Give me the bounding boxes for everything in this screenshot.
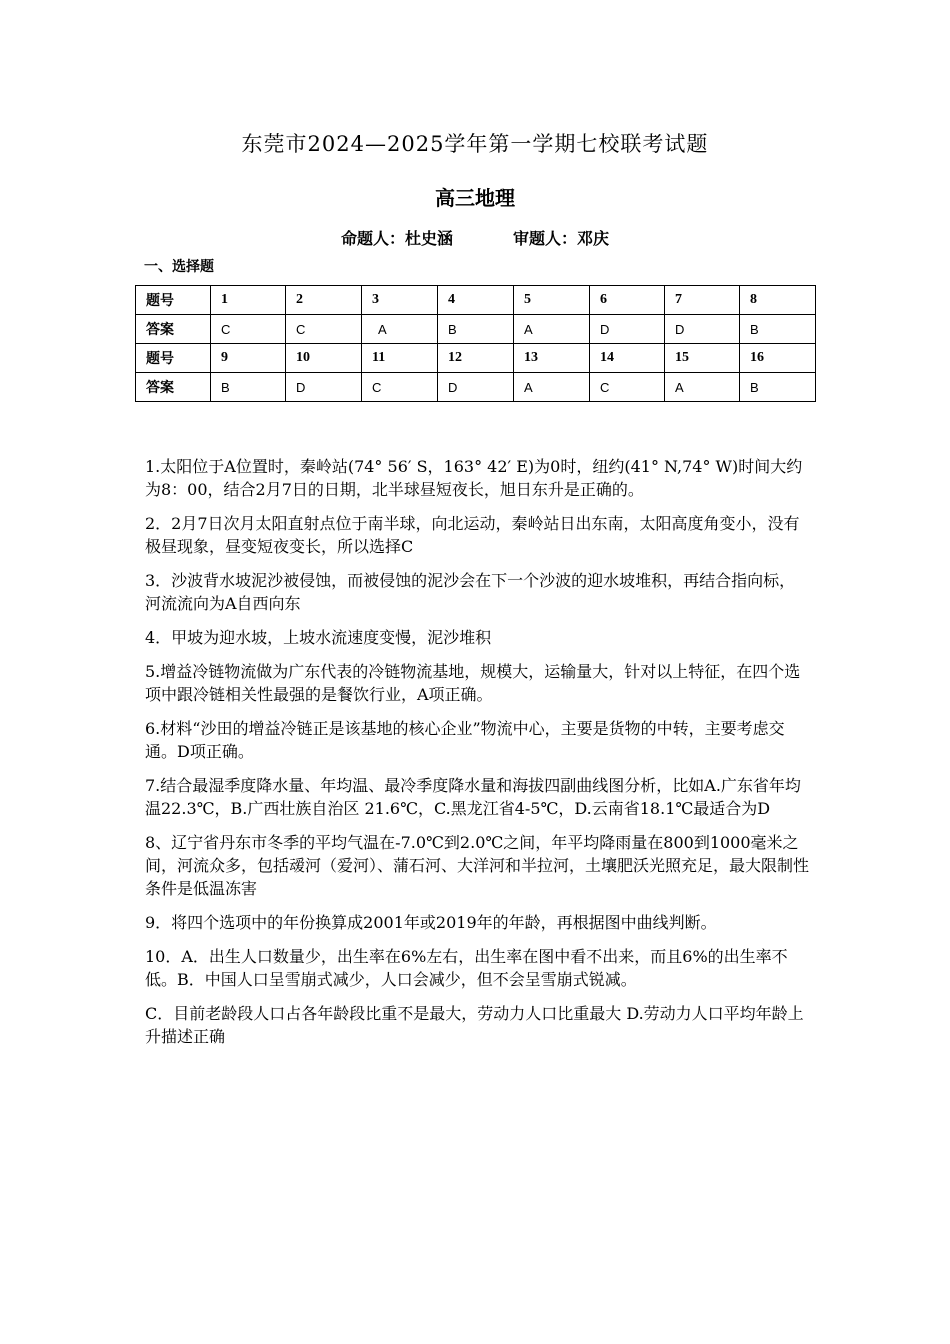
table-cell: 9 (211, 344, 286, 373)
table-cell: D (438, 373, 514, 402)
table-cell: D (665, 315, 740, 344)
table-row (136, 344, 816, 373)
table-row (136, 315, 816, 344)
explanation-paragraph: 10．A．出生人口数量少，出生率在6%左右，出生率在图中看不出来，而且6%的出生率不低。B．中国人口呈雪崩式减少，人口会减少，但不会呈雪崩式锐减。 (145, 947, 788, 989)
table-cell: 11 (362, 344, 438, 373)
table-cell-label: 答案 (136, 315, 211, 344)
section-title: 一、选择题 (144, 259, 214, 275)
answer-table (135, 285, 816, 402)
explanation-paragraph: 5.增益冷链物流做为广东代表的冷链物流基地，规模大，运输量大，针对以上特征，在四个选项中跟冷链相关性最强的是餐饮行业，A项正确。 (145, 662, 801, 704)
explanation-paragraph: 3．沙波背水坡泥沙被侵蚀，而被侵蚀的泥沙会在下一个沙波的迎水坡堆积，再结合指向标，河流流向为A自西向东 (145, 571, 796, 613)
table-cell-label: 题号 (136, 344, 211, 373)
explanation-paragraph: C．目前老龄段人口占各年龄段比重不是最大，劳动力人口比重最大 D.劳动力人口平均年龄上升描述正确 (145, 1004, 804, 1046)
table-cell: B (211, 373, 286, 402)
table-row (136, 286, 816, 315)
exam-title: 东莞市2024—2025学年第一学期七校联考试题 (241, 132, 709, 156)
table-row (136, 373, 816, 402)
explanation-paragraph: 1.太阳位于A位置时，秦岭站(74° 56′ S，163° 42′ E)为0时，纽约(41° N,74° W)时间大约为8：00，结合2月7日的日期，北半球昼短夜长，旭日东升是正确的。 (145, 457, 803, 499)
table-cell: 4 (438, 286, 514, 315)
explanation-paragraph: 9．将四个选项中的年份换算成2001年或2019年的年龄，再根据图中曲线判断。 (145, 913, 717, 932)
explanation-paragraph: 2．2月7日次月太阳直射点位于南半球，向北运动，秦岭站日出东南，太阳高度角变小，没有极昼现象，昼变短夜变长，所以选择C (145, 514, 800, 556)
table-cell: 14 (590, 344, 665, 373)
table-cell: 2 (286, 286, 362, 315)
table-cell: 10 (286, 344, 362, 373)
table-cell: C (590, 373, 665, 402)
table-cell: 3 (362, 286, 438, 315)
table-cell: 12 (438, 344, 514, 373)
table-cell: D (590, 315, 665, 344)
table-cell: B (740, 315, 816, 344)
table-cell: A (665, 373, 740, 402)
table-cell: 5 (514, 286, 590, 315)
table-cell: B (740, 373, 816, 402)
table-cell-label: 题号 (136, 286, 211, 315)
table-cell: 15 (665, 344, 740, 373)
reviewer-label: 审题人：邓庆 (513, 229, 610, 248)
exam-subject: 高三地理 (435, 186, 515, 210)
table-cell: 8 (740, 286, 816, 315)
table-cell: A (514, 315, 590, 344)
table-cell: 1 (211, 286, 286, 315)
explanations (145, 455, 810, 1059)
table-cell: D (286, 373, 362, 402)
table-cell: A (514, 373, 590, 402)
author-label: 命题人：杜史涵 (340, 229, 453, 248)
explanation-paragraph: 4．甲坡为迎水坡，上坡水流速度变慢，泥沙堆积 (145, 628, 492, 647)
explanation-paragraph: 8、辽宁省丹东市冬季的平均气温在-7.0℃到2.0℃之间，年平均降雨量在800到1000毫米之间，河流众多，包括叆河（爱河）、蒲石河、大洋河和半拉河，土壤肥沃光照充足，最大限制性条件是低温冻害 (145, 833, 810, 898)
table-cell: B (438, 315, 514, 344)
table-cell: 7 (665, 286, 740, 315)
table-cell-label: 答案 (136, 373, 211, 402)
exam-authors (0, 226, 950, 249)
explanation-paragraph: 7.结合最湿季度降水量、年均温、最冷季度降水量和海拔四副曲线图分析，比如A.广东省年均温22.3℃，B.广西壮族自治区 21.6℃，C.黑龙江省4-5℃，D.云南省18.1℃最适合为D (145, 776, 801, 818)
table-cell: 13 (514, 344, 590, 373)
table-cell: C (211, 315, 286, 344)
table-cell: C (286, 315, 362, 344)
table-cell: 16 (740, 344, 816, 373)
table-cell: A (362, 315, 438, 344)
explanation-paragraph: 6.材料“沙田的增益冷链正是该基地的核心企业”物流中心，主要是货物的中转，主要考虑交通。D项正确。 (145, 719, 785, 761)
table-cell: 6 (590, 286, 665, 315)
table-cell: C (362, 373, 438, 402)
